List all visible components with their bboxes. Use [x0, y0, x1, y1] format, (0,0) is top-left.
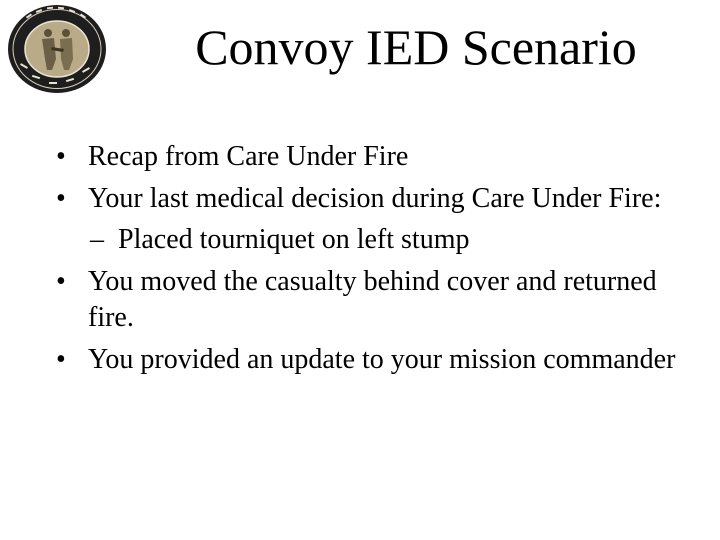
bullet-item: [56, 181, 676, 217]
bullet-item: [56, 342, 676, 378]
slide-title: Convoy IED Scenario: [195, 19, 637, 75]
bullet-marker: •: [56, 266, 66, 297]
bullet-text: You provided an update to your mission commander: [88, 344, 676, 375]
bullet-item: [56, 139, 676, 175]
bullet-item: [56, 264, 676, 336]
bullet-marker: •: [56, 344, 66, 375]
sub-bullet-text: Placed tourniquet on left stump: [118, 224, 470, 255]
bullet-marker: •: [56, 141, 66, 172]
bullet-text: Your last medical decision during Care Under Fire:: [88, 183, 662, 214]
sub-bullet-marker: –: [90, 224, 104, 255]
bullet-list: [56, 139, 676, 378]
sub-bullet-item: [56, 222, 676, 258]
tccc-seal-logo: [6, 3, 108, 95]
bullet-marker: •: [56, 183, 66, 214]
bullet-text: Recap from Care Under Fire: [88, 141, 409, 172]
bullet-text: You moved the casualty behind cover and returned fire.: [88, 266, 657, 333]
